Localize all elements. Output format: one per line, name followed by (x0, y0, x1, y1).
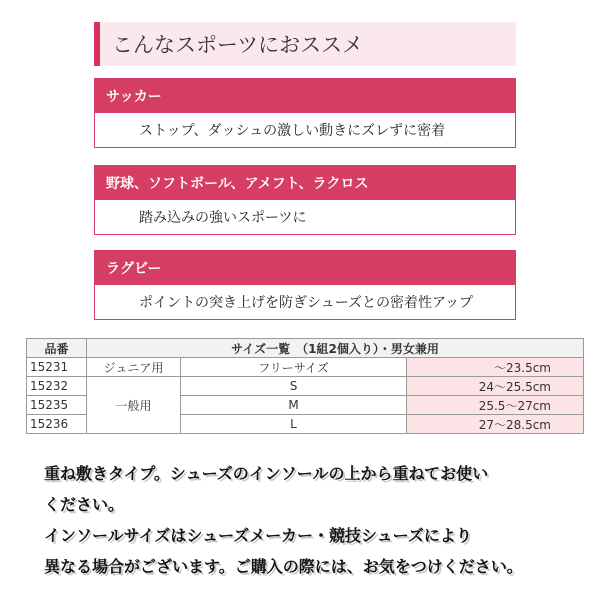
cell-size: M (181, 396, 407, 415)
cell-length: 27～28.5cm (407, 415, 584, 434)
cell-code: 15236 (27, 415, 87, 434)
cell-size: フリーサイズ (181, 358, 407, 377)
cell-size: L (181, 415, 407, 434)
sport-card-rugby (94, 250, 516, 320)
sport-title: サッカー (94, 78, 516, 113)
sport-title: 野球、ソフトボール、アメフト、ラクロス (94, 165, 516, 200)
sport-card-baseball (94, 165, 516, 235)
sport-title: ラグビー (94, 250, 516, 285)
cell-code: 15231 (27, 358, 87, 377)
usage-notes (44, 458, 584, 582)
header-code: 品番 (27, 339, 87, 358)
cell-code: 15232 (27, 377, 87, 396)
cell-category: 一般用 (87, 377, 181, 434)
note-line: ください。 (44, 495, 125, 514)
note-line: 重ね敷きタイプ。シューズのインソールの上から重ねてお使い (44, 464, 489, 483)
table-row (27, 377, 584, 396)
section-heading: こんなスポーツにおススメ (94, 22, 516, 66)
table-row (27, 358, 584, 377)
header-title: サイズ一覧 （1組2個入り）・男女兼用 (87, 339, 584, 358)
cell-length: 24～25.5cm (407, 377, 584, 396)
cell-length: 25.5～27cm (407, 396, 584, 415)
size-table (26, 338, 584, 434)
cell-category: ジュニア用 (87, 358, 181, 377)
cell-code: 15235 (27, 396, 87, 415)
cell-length: ～23.5cm (407, 358, 584, 377)
cell-size: S (181, 377, 407, 396)
table-header-row (27, 339, 584, 358)
sport-description: ストップ、ダッシュの激しい動きにズレずに密着 (94, 113, 516, 148)
note-line: インソールサイズはシューズメーカー・競技シューズにより (44, 526, 472, 545)
sport-card-soccer (94, 78, 516, 148)
note-line: 異なる場合がございます。ご購入の際には、お気をつけください。 (44, 557, 523, 576)
sport-description: 踏み込みの強いスポーツに (94, 200, 516, 235)
sport-description: ポイントの突き上げを防ぎシューズとの密着性アップ (94, 285, 516, 320)
